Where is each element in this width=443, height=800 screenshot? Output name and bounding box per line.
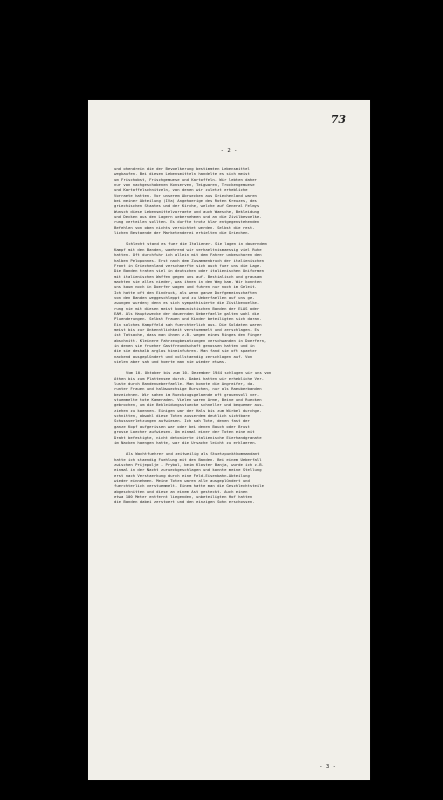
paragraph-4: Als Wachtfuehrer und zeitweilig als Stuetzpunktkommandant hatte ich staendig Fuehlung mit den Banden. Bei einem Ueberfall zwischen Prijepolje - Prybol, beim Kloster Banja, wurde ich z.B. einmal in der Nacht zurueckgeschlagen und konnte meine Stellung erst nach Verstaerkung durch eine Feld-Eisenbahn-Abteilung wieder einnehmen. Meine Toten waren alle ausgeplündert und fuerchterlich verstuemmelt. Einem hatte man die Geschlechtsteile abgeschnitten und diese an einem Ast gesteckt. Auch einen etwa 100 Meter entfernt liegenden, unbeteiligten Hof hatten die Banden dabei zerstoert und den einzigen Sohn erschossen.	[114, 451, 264, 505]
handwritten-page-number: 73	[330, 113, 346, 126]
paragraph-3: Vom 10. Oktober bis zum 10. Dezember 1944 schlugen wir uns von Athen bis zum Plattensee durch. Dabei hatten wir erhebliche Ver- luste durch Bandenueberfaelle. Man konnte die Angreifer, da- runter Frauen und halbwuechsige Burschen, nur als Raeuberbanden bezeichnen. Wir sahen im Rueckzugsgelaende oft grauenvoll ver- stuemmelte tote Kameraden. Vielen waren Arme, Beine und Ruecken gebrochen, um die Bekleidungsstuecke schneller und bequemer aus- ziehen zu koennen. Einigen war der Hals bis zum Wirbel durchge- schnitten, obwohl diese Toten ausserdem deutlich sichtbare Schussverletzungen aufwiesen. Ich sah Tote, denen fast der ganze Kopf aufgerissen war oder bei denen Bauch oder Brust grosse Loecher aufwiesen. Um einmal einer der Toten eine mit Draht befestigte, nicht detonierte italienische Eierhandgranate im Nacken haengen hatte, war die Ursache leicht zu erklaeren.	[114, 370, 272, 445]
document-body	[114, 166, 344, 511]
paragraph-2: Schlecht stand es fuer die Italiener. Sie lagen in dauerndem Kampf mit den Banden, waehrend wir verhaeltnismaessig viel Ruhe hatten. Oft durchfuhr ich allein mit dem Fahrer unbeschoren den halben Peloponnes. Erst nach dem Zusammenbruch der italienischen Front in Griechenland verschaerfte sich auch fuer uns die Lage. Die Banden traten viel in deutschen oder italienischen Uniformen mit italienischen Waffen gegen uns auf. Bestialisch und grausam machten sie alles nieder, was ihnen in den Weg kam. Wir konnten uns kaum noch in Doerfer wagen und fuhren nur noch im Geleit. Ich hatte oft den Eindruck, als wenn ganze Dorfgemeinschaften von den Banden weggeschleppt und zu Ueberfaellen auf uns ge- zwungen wurden; denn es sich sympathisierte die Zivilbevoelke- rung nie mit diesen meist kommunistischen Banden der ELAS oder EAM. Als Hauptzwecke der dauernden Ueberfaelle galten wohl die Pluenderungen. Selbst Frauen und Kinder beteiligten sich daran. Ein solches Kampffeld sah fuerchterlich aus. Die Soldaten waren meist bis zur Unkenntlichkeit verstuemmelt und zerschlagen. Es ist Tatsache, dass man ihnen z.B. wegen eines Ringes den Finger abschnitt. Kleinere Fahrzeugbesatzungen verschwanden in Doerfern, in denen sie frueher Gastfreundschaft genossen hatten und in die sie deshalb arglos hineinfuhren. Man fand sie oft spaeter nackend ausgeplündert und vollstaendig zerschlagen auf. Von vielen aber sah und hoerte man nie wieder etwas.	[114, 241, 267, 365]
document-page	[88, 100, 370, 780]
paragraph-1: und ohendrein die der Bevoelkerung bestimmten Lebensmittel wegkaufen. Bei diesen Lebensmitteln handelte es sich meist um Frischobst, Frischgemuese und Kartoffeln. Wir lebten daher nur von nachgeschobenen Konserven, Teigwaren, Trockengemuese und Kartoffelschnitzeln, von denen wir zuletzt erhebliche Vorraete hatten. Vor unserem Abruecken aus Griechenland waren bei meiner Abteilung (IVa) Angehoerige des Roten Kreuzes, des griechischen Staates und der Kirche, welche auf General Felmys Wunsch diese Lebensmittelvorraete und auch Waesche, Bekleidung und Decken aus den Lagern uebernehmen und an die Zivilbevoelke- rung verteilen sollten. Es durfte trotz klar entgegenstehenden Befehlen von oben nichts vernichtet werden. Selbst die rest- lichen Bestaende der Marketenderei erhielten die Griechen.	[114, 166, 262, 236]
page-header: - 2 -	[220, 148, 238, 154]
page-footer: - 3 -	[319, 764, 336, 770]
